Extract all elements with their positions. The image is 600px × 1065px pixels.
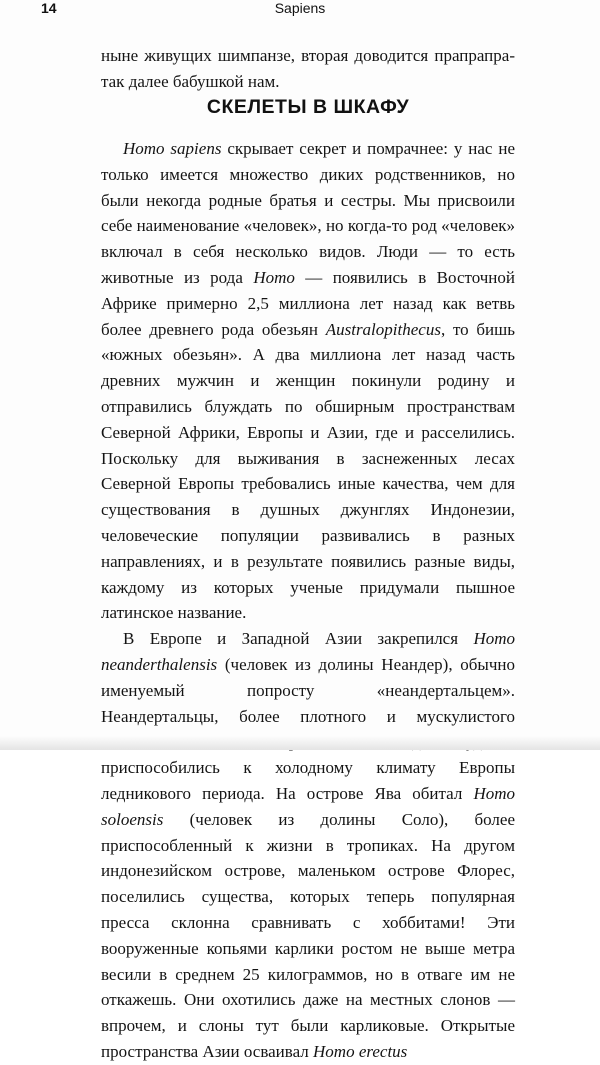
text-run: (человек из долины Соло), более приспособленный к жизни в тропиках. На другом индонезийском острове, маленьком острове Флорес, поселились существа, которых теперь популярная пресса склонна сравнивать с хоббитами! Эти вооруженные копьями карлики ростом не выше метра весили в среднем 25 килограммов, но в отваге им не откажешь. Они охотились даже на местных слонов — впрочем, и слоны тут были карликовые. Открытые пространства Азии осваивал — [101, 809, 515, 1061]
italic-term: Homo sapiens — [123, 139, 222, 158]
italic-term: Homo soloensis — [101, 783, 515, 829]
page-header — [0, 0, 600, 22]
page-number: 14 — [41, 0, 57, 16]
text-run: , то бишь «южных обезьян». А два миллиона лет назад часть древних мужчин и женщин покинули родину и отправились блуждать по обширным пространствам Северной Африки, Европы и Азии, где и расселились. Поскольку для выживания в заснеженных лесах Северной Европы требовались иные качества, чем для существования в душных джунглях Индонезии, человеческие популяции развивались в разных направлениях, и в результате появились разные виды, каждому из которых ученые придумали пышное латинское название. — [101, 319, 515, 623]
paragraph — [101, 626, 515, 1065]
italic-term: Homo — [253, 267, 295, 287]
page-bottom-edge — [0, 736, 600, 750]
continued-paragraph: ныне живущих шимпанзе, вторая доводится прапрапра- так далее бабушкой нам. — [101, 46, 515, 91]
paragraph — [101, 136, 515, 626]
running-head: Sapiens — [274, 0, 326, 16]
body-text — [101, 136, 515, 1065]
italic-term: Homo neanderthalensis — [101, 629, 515, 674]
text-run: скрывает секрет и помрачнее: у нас не только имеется множество диких родственников, но были некогда родные братья и сестры. Мы присвоили себе наименование «человек», но когда-то род «человек» включал в себя несколько видов. Люди — то есть животные из рода — [101, 139, 515, 287]
italic-term: Australopithecus — [325, 319, 441, 339]
text-run: (человек из долины Неандер), обычно именуемый попросту «неандертальцем». Неандертальцы, более плотного и мускулистого приспособились к холодному климату Европы ледникового периода. На острове Ява обитал — [101, 654, 515, 803]
text-run: В Европе и Западной Азии закрепился — [123, 629, 474, 649]
italic-term: Homo erectus — [313, 1041, 408, 1061]
section-heading: СКЕЛЕТЫ В ШКАФУ — [206, 96, 410, 118]
text-run: — появились в Восточной Африке примерно 2,5 миллиона лет назад как ветвь более древнего рода обезьян — [101, 267, 515, 339]
